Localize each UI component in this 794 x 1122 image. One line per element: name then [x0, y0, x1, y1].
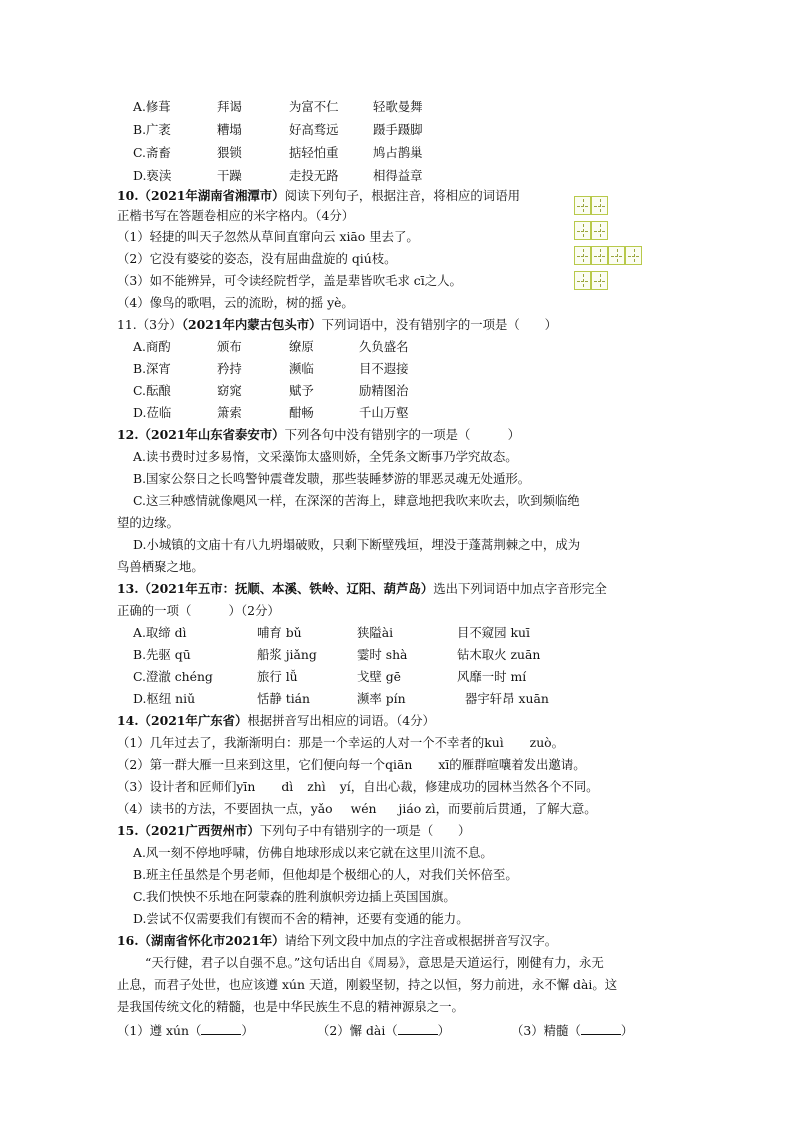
q9-c-1: C.斋畜 — [133, 145, 171, 160]
grid-cell[interactable] — [591, 246, 608, 265]
q11-c-3: 赋予 — [289, 383, 314, 398]
grid-cell[interactable] — [574, 196, 591, 215]
q13-prompt-line2: 正确的一项（ ）（2分） — [117, 603, 280, 618]
q13-a-4: 目不窥园 kuī — [457, 625, 530, 640]
q14-item-2 — [117, 756, 586, 774]
q14-item-2-end: xī的雁群喧嚷着发出邀请。 — [438, 757, 586, 772]
q10-item-1: （1）轻捷的叫天子忽然从草间直窜向云 xiāo 里去了。 — [117, 229, 419, 244]
q10-heading — [117, 187, 520, 205]
q14-item-4-syl2: wén — [350, 801, 377, 816]
q11-c-2: 窈窕 — [217, 383, 242, 398]
close-paren: ） — [437, 1023, 451, 1038]
q16-passage-line1: “天行健，君子以自强不息。”这句话出自《周易》，意思是天道运行，刚健有力，永无 — [145, 955, 604, 970]
q13-d-4: 器宇轩昂 xuān — [465, 691, 549, 706]
q15-option-d: D.尝试不仅需要我们有锲而不舍的精神，还要有变通的能力。 — [133, 911, 469, 926]
q11-heading — [117, 316, 557, 334]
q10-prompt: 阅读下列句子，根据注音，将相应的词语用 — [284, 188, 520, 203]
q9-d-3: 走投无路 — [289, 168, 339, 183]
q13-d-3: 濒率 pín — [357, 691, 406, 706]
q13-c-1: C.澄澈 chéng — [133, 669, 213, 684]
q9-c-4: 鸠占鹊巢 — [373, 145, 423, 160]
close-paren: ） — [620, 1023, 634, 1038]
q11-d-3: 酣畅 — [289, 405, 314, 420]
q11-prompt: 下列词语中，没有错别字的一项是（ ） — [321, 317, 557, 332]
q9-a-1: A.修葺 — [133, 99, 171, 114]
q12-prompt: 下列各句中没有错别字的一项是（ ） — [284, 427, 520, 442]
q11-a-4: 久负盛名 — [359, 339, 409, 354]
grid-cell[interactable] — [574, 246, 591, 265]
q9-b-1: B.广袤 — [133, 122, 171, 137]
q11-d-1: D.莅临 — [133, 405, 172, 420]
answer-blank[interactable] — [581, 1022, 621, 1035]
grid-cell[interactable] — [574, 221, 591, 240]
q16-passage-line2: 止息，而君子处世，也应该遵 xún 天道，刚毅坚韧，持之以恒，努力前进，永不懈 dài。这 — [117, 977, 618, 992]
q9-c-2: 猥锁 — [217, 145, 242, 160]
q16-passage-line3: 是我国传统文化的精髓，也是中华民族生不息的精神源泉之一。 — [117, 999, 464, 1014]
q13-d-1: D.枢纽 niǔ — [133, 691, 196, 706]
q12-option-b: B.国家公祭日之长鸣警钟震聋发聩，那些装睡梦游的罪恶灵魂无处遁形。 — [133, 471, 531, 486]
q14-item-3-syl2: dì — [281, 779, 294, 794]
q14-item-4-text: （4）读书的方法，不要固执一点，yǎo — [117, 801, 333, 816]
q12-heading — [117, 426, 520, 444]
q15-option-c: C.我们怏怏不乐地在阿蒙森的胜利旗帜旁边插上英国国旗。 — [133, 889, 456, 904]
grid-cell[interactable] — [625, 246, 642, 265]
q13-b-2: 船浆 jiǎng — [257, 647, 317, 662]
q13-source: 13.（2021年五市：抚顺、本溪、铁岭、辽阳、葫芦岛） — [117, 581, 434, 596]
q9-d-4: 相得益章 — [373, 168, 423, 183]
q10-item-4: （4）像鸟的歌唱，云的流盼，树的摇 yè。 — [117, 295, 354, 310]
q11-b-4: 目不遐接 — [359, 361, 409, 376]
q14-item-3-syl3: zhì — [307, 779, 326, 794]
q14-source: 14.（2021年广东省） — [117, 713, 248, 728]
q12-source: 12.（2021年山东省泰安市） — [117, 427, 285, 442]
q14-item-2-text: （2）第一群大雁一旦来到这里，它们便向每一个qiān — [117, 757, 413, 772]
q14-item-1-text: （1）几年过去了，我渐渐明白：那是一个幸运的人对一个不幸者的kuì — [117, 735, 504, 750]
q16-source: 16.（湖南省怀化市2021年） — [117, 933, 285, 948]
q16-answer-1 — [117, 1022, 254, 1040]
q9-b-3: 好高骛远 — [289, 122, 339, 137]
close-paren: ） — [241, 1023, 254, 1038]
q11-a-2: 颁布 — [217, 339, 242, 354]
q14-item-3-end: yí，自出心裁，修建成功的园林当然各个不同。 — [339, 779, 599, 794]
q15-source: 15.（2021广西贺州市） — [117, 823, 260, 838]
q9-a-2: 拜谒 — [217, 99, 242, 114]
grid-cell[interactable] — [574, 271, 591, 290]
q13-a-2: 哺育 bǔ — [257, 625, 302, 640]
q11-a-3: 缭原 — [289, 339, 314, 354]
q11-c-1: C.酝酿 — [133, 383, 171, 398]
q14-item-4-end: jiáo zì，而要前后贯通，了解大意。 — [398, 801, 597, 816]
q13-b-1: B.先驱 qū — [133, 647, 191, 662]
q14-item-3 — [117, 778, 599, 796]
q16-answer-2 — [317, 1022, 450, 1040]
q15-option-b: B.班主任虽然是个男老师，但他却是个极细心的人，对我们关怀倍至。 — [133, 867, 518, 882]
grid-cell[interactable] — [591, 196, 608, 215]
q13-d-2: 恬静 tián — [257, 691, 311, 706]
q11-b-1: B.深宵 — [133, 361, 171, 376]
q13-a-3: 狭隘ài — [357, 625, 394, 640]
q12-option-c: C.这三种感情就像飓风一样，在深深的苦海上，肆意地把我吹来吹去，吹到频临绝 — [133, 493, 580, 508]
q13-c-2: 旅行 lǚ — [257, 669, 298, 684]
q9-b-4: 蹑手蹑脚 — [373, 122, 423, 137]
q11-a-1: A.商酌 — [133, 339, 171, 354]
q14-item-1 — [117, 734, 564, 752]
q11-points: 11.（3分） — [117, 317, 182, 332]
answer-blank[interactable] — [398, 1022, 438, 1035]
q13-prompt: 选出下列词语中加点字音形完全 — [433, 581, 607, 596]
q12-option-d: D.小城镇的文庙十有八九坍塌破败，只剩下断壁残垣，埋没于蓬蒿荆棘之中，成为 — [133, 537, 581, 552]
q10-source: 10.（2021年湖南省湘潭市） — [117, 188, 285, 203]
q13-a-1: A.取缔 dì — [133, 625, 187, 640]
q14-item-1-end: zuò。 — [529, 735, 565, 750]
grid-cell[interactable] — [608, 246, 625, 265]
q13-c-4: 风靡一时 mí — [457, 669, 527, 684]
q16-answer-2-label: （2）懈 dài（ — [317, 1023, 398, 1038]
q11-b-2: 矜持 — [217, 361, 242, 376]
q14-prompt: 根据拼音写出相应的词语。（4分） — [247, 713, 435, 728]
q11-b-3: 濒临 — [289, 361, 314, 376]
q9-d-1: D.亵渎 — [133, 168, 172, 183]
grid-cell[interactable] — [591, 221, 608, 240]
q16-answer-3-label: （3）精髓（ — [511, 1023, 581, 1038]
answer-blank[interactable] — [201, 1022, 241, 1035]
q13-b-4: 钻木取火 zuān — [457, 647, 541, 662]
q13-heading — [117, 580, 607, 598]
q10-item-3: （3）如不能辨异，可令读经院哲学，盖是辈皆吹毛求 cī之人。 — [117, 273, 462, 288]
q11-source: （2021年内蒙古包头市） — [181, 317, 322, 332]
q14-heading — [117, 712, 435, 730]
q9-a-3: 为富不仁 — [289, 99, 339, 114]
q15-option-a: A.风一刻不停地呼啸，仿佛自地球形成以来它就在这里川流不息。 — [133, 845, 493, 860]
q15-prompt: 下列句子中有错别字的一项是（ ） — [259, 823, 471, 838]
q12-option-d-cont: 鸟兽栖聚之地。 — [117, 559, 204, 574]
q9-a-4: 轻歌曼舞 — [373, 99, 423, 114]
q13-b-3: 霎时 shà — [357, 647, 408, 662]
grid-cell[interactable] — [591, 271, 608, 290]
q11-c-4: 励精图治 — [359, 383, 409, 398]
q13-c-3: 戈壁 gē — [357, 669, 401, 684]
q16-answer-1-label: （1）遵 xún（ — [117, 1023, 202, 1038]
q9-c-3: 掂轻怕重 — [289, 145, 339, 160]
q12-option-c-cont: 望的边缘。 — [117, 515, 179, 530]
q10-prompt-line2: 正楷书写在答题卷相应的米字格内。（4分） — [117, 208, 355, 223]
q12-option-a: A.读书费时过多易惰，文采藻饰太盛则娇，全凭条文断事乃学究故态。 — [133, 449, 518, 464]
q9-d-2: 干躁 — [217, 168, 242, 183]
q14-item-3-text: （3）设计者和匠师们yīn — [117, 779, 256, 794]
q11-d-4: 千山万壑 — [359, 405, 409, 420]
q16-heading — [117, 932, 557, 950]
q16-prompt: 请给下列文段中加点的字注音或根据拼音写汉字。 — [284, 933, 558, 948]
q11-d-2: 箫索 — [217, 405, 242, 420]
q10-item-2: （2）它没有婆娑的姿态，没有屈曲盘旋的 qiú枝。 — [117, 251, 397, 266]
q15-heading — [117, 822, 470, 840]
q16-answer-3 — [511, 1022, 633, 1040]
q9-b-2: 糟塌 — [217, 122, 242, 137]
q14-item-4 — [117, 800, 597, 818]
